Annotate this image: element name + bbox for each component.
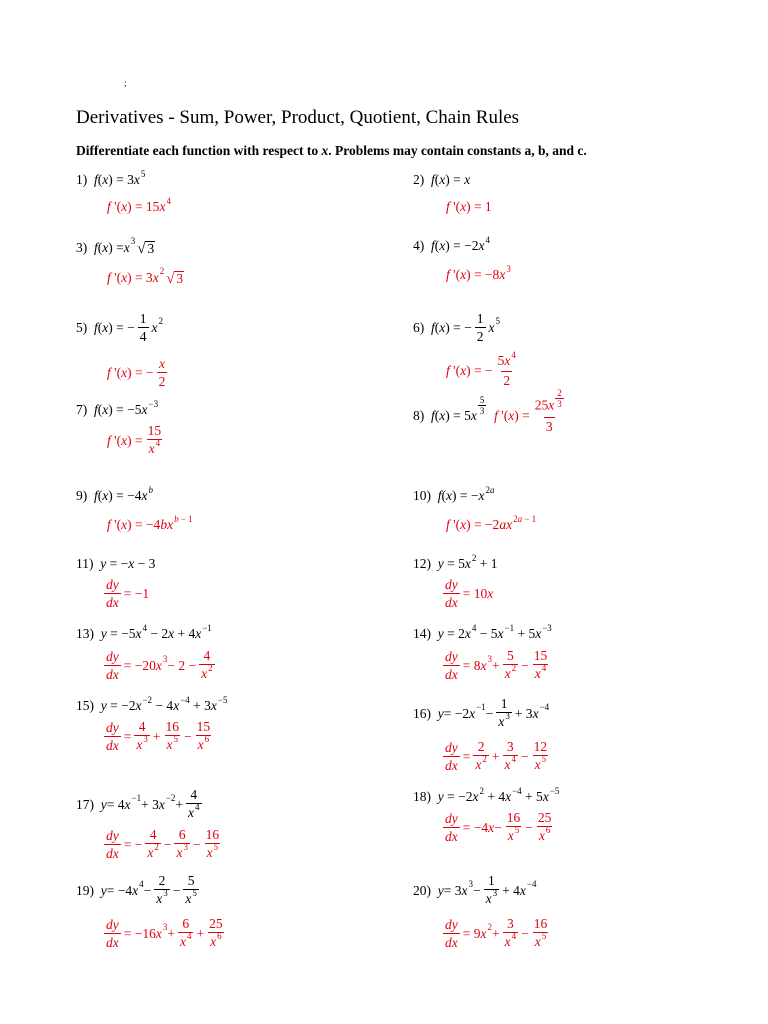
question-2: 2) f(x) = x (413, 172, 471, 187)
answer-12: $\frac{dy}{dx}$ = 10 x (445, 577, 494, 610)
answer-5: f '( x ) = − $\frac{x}{2}$ (107, 356, 166, 389)
question-5: 5) f ( x ) = − $\frac{1}{4}$ x $^2$ (76, 311, 163, 344)
answer-2: f '(x) = 1 (446, 199, 492, 214)
instructions: Differentiate each function with respect to x. Problems may contain constants a, b, and c. (76, 143, 587, 158)
question-10: 10) $f(x) = -x^{2a}$ (413, 485, 495, 503)
answer-19: $\frac{dy}{dx}$ = −16 x $^3$ + $\frac{6}{x^4}$ + $\frac{25}{x^6}$ (106, 916, 223, 950)
answer-15: $\frac{dy}{dx}$ = $\frac{4}{x^3}$ + $\frac{16}{x^5}$ − $\frac{15}{x^6}$ (106, 719, 211, 753)
question-8: 8) f ( x ) = 5 x $\frac{5}{3}$ f '( x ) = 25x $\frac{2}{3}$ 3 (413, 388, 562, 434)
question-14: 14) $y = 2x^4 - 5x^{-1} + 5x^{-3}$ (413, 623, 552, 641)
question-7: 7) $f(x) = -5x^{-3}$ (76, 399, 159, 417)
page-mark: ; (124, 78, 127, 88)
question-15: 15) $y = -2x^{-2} - 4x^{-4} + 3x^{-5}$ (76, 695, 228, 713)
answer-10: f '$(x) = -2ax^{2a - 1}$ (446, 514, 537, 532)
answer-13: $\frac{dy}{dx}$ = −20 x $^3$ − 2 − $\frac{4}{x^2}$ (106, 648, 213, 682)
answer-17: $\frac{dy}{dx}$ = − $\frac{4}{x^2}$ − $\frac{6}{x^3}$ − $\frac{16}{x^5}$ (106, 827, 220, 861)
answer-16: $\frac{dy}{dx}$ = $\frac{2}{x^2}$ + $\frac{3}{x^4}$ − $\frac{12}{x^5}$ (445, 739, 548, 773)
answer-7: f '( x ) = $\frac{15}{x^4}$ (107, 422, 166, 459)
question-19: 19) y = −4 x $^4$ − $\frac{2}{x^3}$ − $\frac{5}{x^5}$ (76, 872, 202, 909)
question-20: 20) y = 3 x $^3$ − $\frac{1}{x^3}$ + 4 x $^{-4}$ (413, 872, 536, 909)
answer-20: $\frac{dy}{dx}$ = 9 x $^2$ + $\frac{3}{x^4}$ − $\frac{16}{x^5}$ (445, 916, 548, 950)
question-17: 17) y = 4 x $^{-1}$ + 3 x $^{-2}$ + $\frac{4}{x^4}$ (76, 786, 205, 823)
question-11: 11) y = −x − 3 (76, 556, 156, 571)
page-title: Derivatives - Sum, Power, Product, Quotient, Chain Rules (76, 107, 520, 128)
answer-9: f '$(x) = -4bx^{b - 1}$ (107, 514, 193, 532)
answer-4: f '$(x) = -8x^3$ (446, 264, 511, 282)
question-18: 18) $y = -2x^2 + 4x^{-4} + 5x^{-5}$ (413, 786, 560, 804)
question-9: 9) $f(x) = -4x^b$ (76, 485, 153, 503)
answer-11: $\frac{dy}{dx}$ = −1 (106, 577, 150, 610)
answer-6: f '( x ) = − $\frac{5x^4}{2}$ (446, 350, 516, 388)
answer-1: f '$(x) = 15x^4$ (107, 196, 171, 214)
question-3: 3) f ( x ) = x $^3$ √ 3 (76, 236, 155, 257)
question-1: 1) $f(x) = 3x^5$ (76, 169, 146, 187)
question-6: 6) f ( x ) = − $\frac{1}{2}$ x $^5$ (413, 311, 500, 344)
question-16: 16) y = −2 x $^{-1}$ − $\frac{1}{x^3}$ + 3 x $^{-4}$ (413, 695, 549, 732)
question-12: 12) $y = 5x^2 + 1$ (413, 553, 498, 571)
question-4: 4) $f(x) = -2x^4$ (413, 235, 490, 253)
answer-3: f '( x ) = 3 x $^2$ √ 3 (107, 266, 184, 287)
question-13: 13) $y = -5x^4 - 2x + 4x^{-1}$ (76, 623, 212, 641)
answer-14: $\frac{dy}{dx}$ = 8 x $^3$ + $\frac{5}{x^2}$ − $\frac{15}{x^4}$ (445, 648, 548, 682)
answer-18: $\frac{dy}{dx}$ = −4 x − $\frac{16}{x^5}$ − $\frac{25}{x^6}$ (445, 810, 552, 844)
